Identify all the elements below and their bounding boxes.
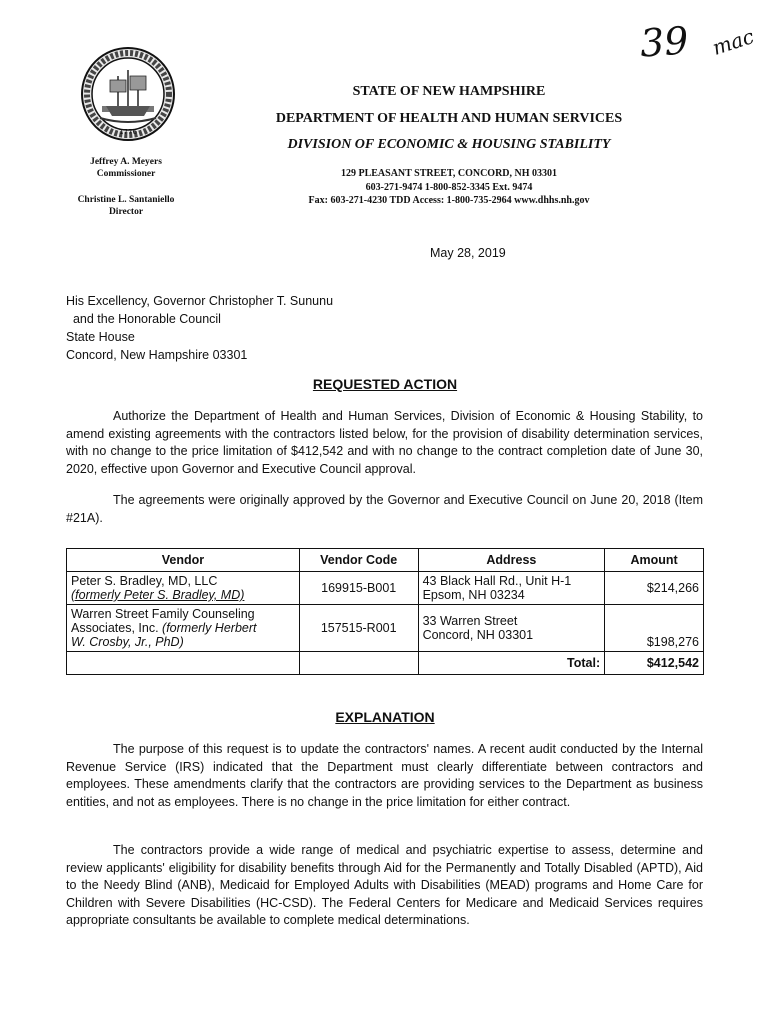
address-line-3: Fax: 603-271-4230 TDD Access: 1-800-735-2964 www.dhhs.nh.gov — [308, 195, 590, 206]
commissioner-name: Jeffrey A. Meyers — [90, 157, 162, 167]
handwritten-initials: mac — [709, 24, 757, 60]
amount-column-header: Amount — [605, 549, 704, 572]
address-cell — [418, 572, 605, 605]
explanation-paragraph-2: The contractors provide a wide range of medical and psychiatric expertise to assess, determine and review applicants' eligibility for disability benefits through Aid for the Permanently and Totally Disabled (APTD), Aid to the Needy Blind (ANB), Medicaid for Employed Adults with Disabilities (MEAD) programs and Home Care for Children with Severe Disabilities (HC-CSD). The Federal Centers for Medicare and Medicaid Services requires appropriate consultants be available to complete medical determinations. — [66, 843, 703, 927]
director-block — [70, 194, 182, 218]
vendor-former-name: (formerly Peter S. Bradley, MD) — [71, 588, 245, 602]
explanation-heading: EXPLANATION — [335, 709, 435, 725]
svg-text:1776: 1776 — [119, 128, 137, 136]
recipient-line: State House — [66, 330, 135, 344]
commissioner-block — [70, 156, 182, 180]
director-name: Christine L. Santaniello — [77, 195, 175, 205]
vendor-former-name: W. Crosby, Jr., PhD) — [71, 635, 184, 649]
recipient-address — [66, 292, 333, 364]
address-cell — [418, 605, 605, 652]
recipient-line: Concord, New Hampshire 03301 — [66, 348, 248, 362]
director-title: Director — [108, 207, 144, 217]
vendor-cell — [67, 572, 300, 605]
letter-date: May 28, 2019 — [430, 246, 506, 260]
commissioner-title: Commissioner — [96, 169, 156, 179]
vendor-code-cell: 157515-R001 — [299, 605, 418, 652]
table-row — [67, 572, 704, 605]
requested-action-heading: REQUESTED ACTION — [312, 376, 458, 392]
total-label: Total: — [418, 652, 605, 675]
vendor-name: Warren Street Family Counseling — [71, 607, 255, 621]
recipient-line: His Excellency, Governor Christopher T. Sununu — [66, 294, 334, 308]
address-line: 43 Black Hall Rd., Unit H-1 — [422, 574, 572, 588]
address-column-header: Address — [418, 549, 605, 572]
requested-action-paragraph-1: Authorize the Department of Health and Human Services, Division of Economic & Housing Stability, to amend existing agreements with the contractors listed below, for the provision of disability determination services, with no change to the price limitation of $412,542 and with no change to the contract completion date of June 30, 2020, effective upon Governor and Executive Council approval. — [66, 409, 703, 476]
table-header-row — [67, 549, 704, 572]
address-line: Epsom, NH 03234 — [422, 588, 525, 602]
vendor-code-cell: 169915-B001 — [299, 572, 418, 605]
table-row — [67, 605, 704, 652]
state-heading: STATE OF NEW HAMPSHIRE — [352, 84, 546, 99]
vendor-name-line-2: Associates, Inc. (formerly Herbert — [71, 621, 257, 635]
total-row — [67, 652, 704, 675]
address-line: 33 Warren Street — [422, 614, 518, 628]
amount-cell: $198,276 — [605, 605, 704, 652]
state-seal-icon — [80, 46, 176, 142]
recipient-line: and the Honorable Council — [66, 312, 221, 326]
vendor-table — [66, 548, 704, 675]
address-line-2: 603-271-9474 1-800-852-3345 Ext. 9474 — [365, 182, 533, 193]
division-heading: DIVISION OF ECONOMIC & HOUSING STABILITY — [287, 137, 611, 152]
department-heading: DEPARTMENT OF HEALTH AND HUMAN SERVICES — [275, 111, 623, 126]
vendor-cell — [67, 605, 300, 652]
requested-action-paragraph-2: The agreements were originally approved by the Governor and Executive Council on June 20, 2018 (Item #21A). — [66, 493, 703, 525]
amount-cell: $214,266 — [605, 572, 704, 605]
address-line-1: 129 PLEASANT STREET, CONCORD, NH 03301 — [340, 168, 558, 179]
total-amount: $412,542 — [605, 652, 704, 675]
address-line: Concord, NH 03301 — [422, 628, 534, 642]
handwritten-number: 39 — [638, 18, 690, 66]
vendor-name: Peter S. Bradley, MD, LLC — [71, 574, 218, 588]
explanation-paragraph-1: The purpose of this request is to update the contractors' names. A recent audit conducted by the Internal Revenue Service (IRS) indicated that the Department must clearly differentiate between contractors and employees. These amendments clarify that the contractors are providing services to the Department as business entities, and not as employees. There is no change in the price limitation for either contract. — [66, 742, 703, 809]
vendor-column-header: Vendor — [67, 549, 300, 572]
vendor-code-column-header: Vendor Code — [299, 549, 418, 572]
